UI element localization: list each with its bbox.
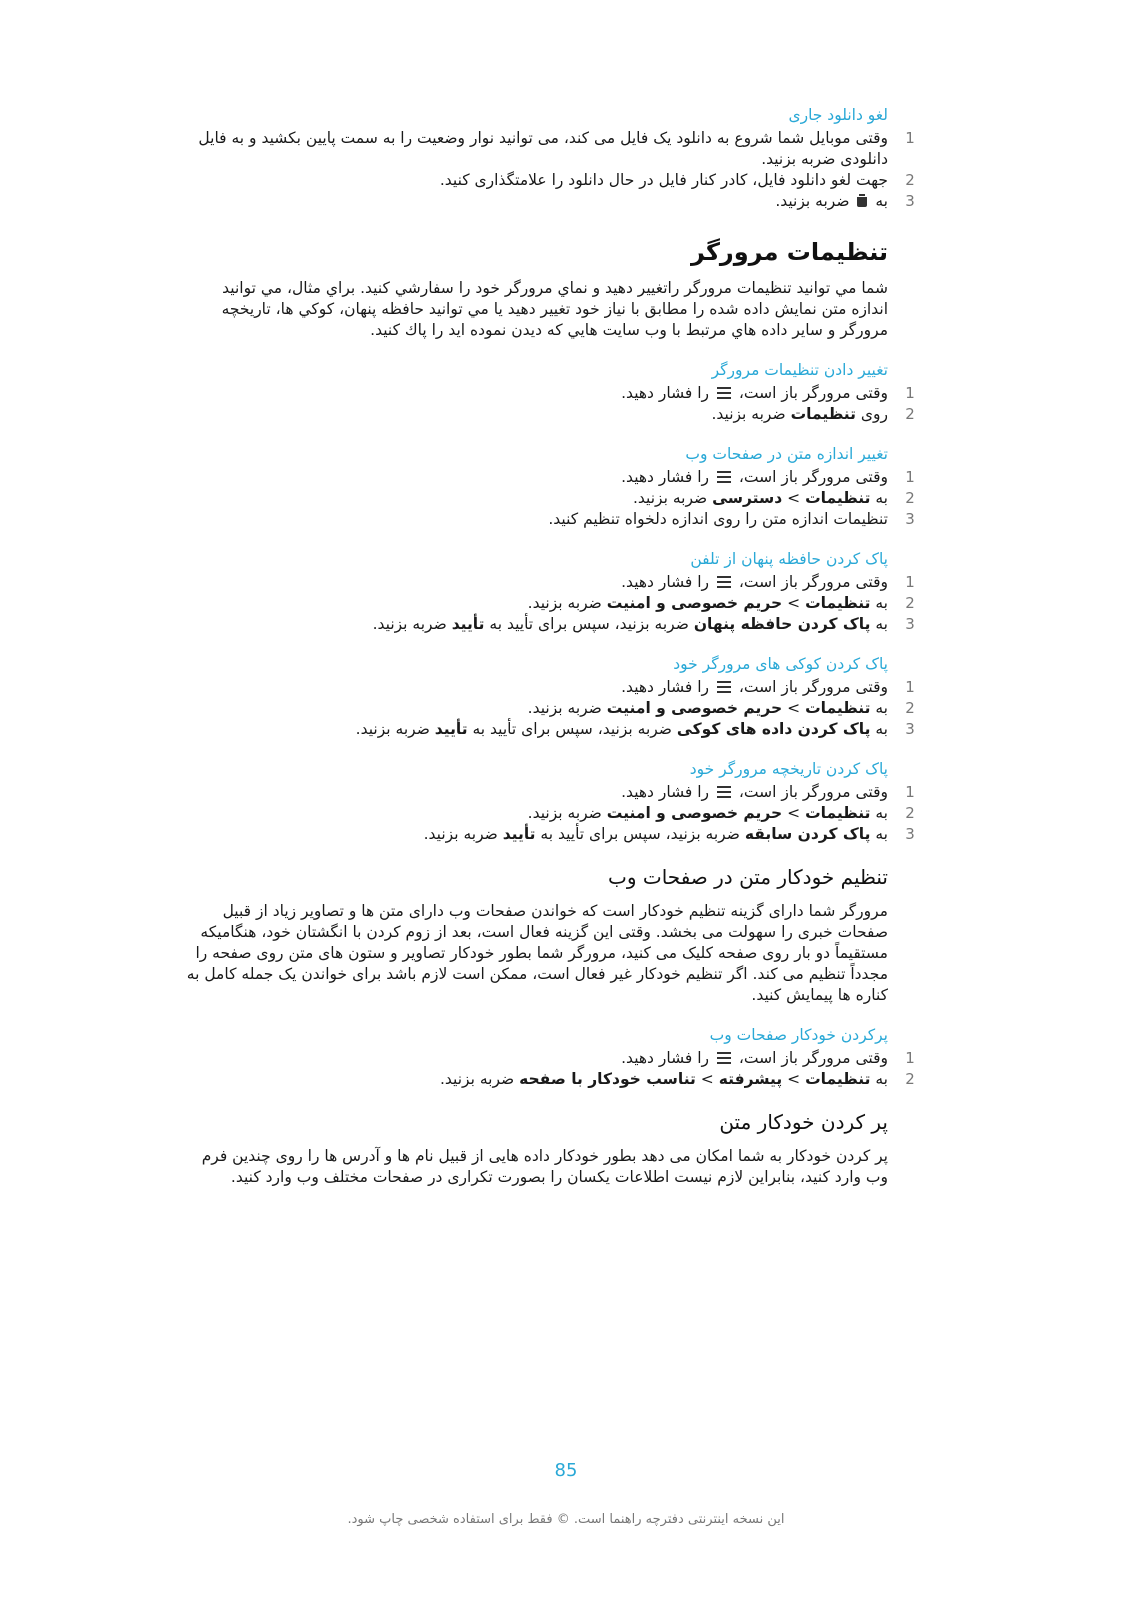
step-number: 1 <box>905 573 915 591</box>
separator: > <box>787 804 801 822</box>
step-text: را فشار دهید. <box>621 573 710 591</box>
list-item <box>186 572 915 593</box>
section-text-size <box>186 443 915 530</box>
step-text: وقتی مرورگر باز است، <box>738 384 888 402</box>
clear-cache-heading: پاک کردن حافظه پنهان از تلفن <box>690 550 888 568</box>
list-item <box>186 467 915 488</box>
menu-icon <box>717 471 731 483</box>
step-text: را فشار دهید. <box>621 1049 710 1067</box>
menu-icon <box>717 1052 731 1064</box>
footer-note: این نسخه اینترنتی دفترچه راهنما است. © فقط برای استفاده شخصی چاپ شود. <box>347 1512 785 1527</box>
menu-icon <box>717 681 731 693</box>
list-item <box>186 1048 915 1069</box>
step-number: 1 <box>905 1049 915 1067</box>
ui-term: تنظیمات <box>805 804 871 822</box>
step-text: وقتی موبایل شما شروع به دانلود یک فایل می کند، می توانید نوار وضعیت را به سمت پایین بکشید و به فایل دانلودی ضربه بزنید. <box>198 129 888 168</box>
list-item <box>186 488 915 509</box>
ui-term: تنظیمات <box>805 1070 871 1088</box>
step-text: را فشار دهید. <box>621 468 710 486</box>
auto-fit-intro: مرورگر شما دارای گزینه تنظیم خودکار است که خواندن صفحات وب دارای متن ها و تصاویر زیاد از قبیل صفحات خبری را سهولت می بخشد. وقتی این گزینه فعال است، بعد از زوم کردن با انگشتان خود، هنگامیکه مستقیماً دو بار روی صفحه کلیک می کنید، مرورگر شما بطور خودکار تصاویر و ستون های متن روی صفحه را مجدداً تنظیم می کند. اگر تنظیم خودکار غیر فعال است، ممکن است لازم باشد برای خواندن یک جمله کامل به کناره ها پیمایش کنید. <box>186 902 888 1004</box>
section-auto-fit-steps <box>186 1024 915 1090</box>
step-text: ضربه بزنید، سپس برای تأیید به <box>489 615 689 633</box>
step-text: وقتی مرورگر باز است، <box>738 783 888 801</box>
auto-fit-steps <box>186 1048 915 1090</box>
ui-term: تنظیمات <box>790 405 856 423</box>
ui-term: تأیید <box>451 615 485 633</box>
menu-icon <box>717 387 731 399</box>
step-text: ضربه بزنید. <box>632 489 708 507</box>
list-item <box>186 128 915 170</box>
section-clear-cookies <box>186 653 915 740</box>
step-text: ضربه بزنید. <box>711 405 786 423</box>
step-text: به <box>875 192 888 210</box>
step-text: به <box>875 699 888 717</box>
step-text: ضربه بزنید. <box>527 594 602 612</box>
list-item <box>186 170 915 191</box>
separator: > <box>700 1070 714 1088</box>
ui-term: تأیید <box>434 720 468 738</box>
separator: > <box>787 489 801 507</box>
step-text: وقتی مرورگر باز است، <box>738 573 888 591</box>
auto-fit-title: تنظیم خودکار متن در صفحات وب <box>608 865 888 889</box>
cancel-download-heading: لغو دانلود جاری <box>788 106 888 124</box>
list-item <box>186 1069 915 1090</box>
separator: > <box>787 699 801 717</box>
step-text: وقتی مرورگر باز است، <box>738 468 888 486</box>
step-text: ضربه بزنید. <box>372 615 447 633</box>
list-item <box>186 191 915 212</box>
clear-history-heading: پاک کردن تاریخچه مرورگر خود <box>689 760 888 778</box>
browser-settings-intro: شما مي توانيد تنظيمات مرورگر راتغيير دهيد و نماي مرورگر خود را سفارشي كنيد. براي مثال، مي توانيد اندازه متن نمايش داده شده را مطابق با نياز خود تغيير دهيد يا مي توانيد حافظه پنهان، كوكي ها، تاريخچه مرورگر و ساير داده هاي مرتبط با وب سايت هايي كه ديدن نموده ايد را پاك كنيد. <box>221 279 888 339</box>
step-number: 1 <box>905 468 915 486</box>
step-number: 3 <box>905 825 915 843</box>
step-text: به <box>875 489 888 507</box>
browser-settings-title: تنظیمات مرورگر <box>691 238 888 266</box>
step-text: را فشار دهید. <box>621 678 710 696</box>
step-number: 1 <box>905 678 915 696</box>
step-text: به <box>875 615 888 633</box>
ui-term: پیشرفته <box>718 1070 783 1088</box>
step-number: 2 <box>905 1070 915 1088</box>
change-settings-steps <box>186 383 915 425</box>
step-number: 2 <box>905 804 915 822</box>
clear-cookies-steps <box>186 677 915 740</box>
ui-term: تأیید <box>502 825 536 843</box>
step-text: روی <box>860 405 888 423</box>
step-text: جهت لغو دانلود فایل، کادر کنار فایل در حال دانلود را علامتگذاری کنید. <box>439 171 888 189</box>
autofill-title: پر کردن خودکار متن <box>719 1110 888 1134</box>
step-number: 2 <box>905 171 915 189</box>
step-text: به <box>875 804 888 822</box>
ui-term: حریم خصوصی و امنیت <box>606 594 783 612</box>
list-item <box>186 404 915 425</box>
page-content <box>186 104 918 1206</box>
section-clear-cache <box>186 548 915 635</box>
list-item <box>186 803 915 824</box>
step-text: ضربه بزنید، سپس برای تأیید به <box>472 720 672 738</box>
step-number: 1 <box>905 129 915 147</box>
ui-term: پاک کردن سابقه <box>744 825 871 843</box>
ui-term: پاک کردن داده های کوکی <box>676 720 871 738</box>
list-item <box>186 698 915 719</box>
ui-term: پاک کردن حافظه پنهان <box>693 615 871 633</box>
step-number: 2 <box>905 405 915 423</box>
ui-term: تنظیمات <box>805 489 871 507</box>
step-text: به <box>875 825 888 843</box>
step-text: را فشار دهید. <box>621 384 710 402</box>
ui-term: حریم خصوصی و امنیت <box>606 699 783 717</box>
step-text: ضربه بزنید. <box>423 825 498 843</box>
step-text: به <box>875 594 888 612</box>
text-size-steps <box>186 467 915 530</box>
step-number: 3 <box>905 510 915 528</box>
step-text: ضربه بزنید. <box>527 804 602 822</box>
step-number: 3 <box>905 720 915 738</box>
list-item <box>186 383 915 404</box>
menu-icon <box>717 576 731 588</box>
step-number: 2 <box>905 699 915 717</box>
step-text: وقتی مرورگر باز است، <box>738 678 888 696</box>
step-text: ضربه بزنید. <box>439 1070 515 1088</box>
list-item <box>186 782 915 803</box>
step-number: 2 <box>905 489 915 507</box>
page-number: 85 <box>554 1460 578 1481</box>
list-item <box>186 614 915 635</box>
step-text: به <box>875 720 888 738</box>
section-change-settings <box>186 359 915 425</box>
autofill-intro: پر کردن خودکار به شما امکان می دهد بطور خودکار داده هایی از قبیل نام ها و آدرس ها را روی چندین فرم وب وارد کنید، بنابراین لازم نیست اطلاعات یکسان را بصورت تکراری در صفحات مختلف وب وارد کنید. <box>201 1147 888 1186</box>
step-text: ضربه بزنید. <box>355 720 430 738</box>
separator: > <box>787 594 801 612</box>
clear-cache-steps <box>186 572 915 635</box>
list-item <box>186 677 915 698</box>
cancel-download-steps <box>186 128 915 212</box>
step-number: 3 <box>905 192 915 210</box>
step-number: 1 <box>905 783 915 801</box>
list-item <box>186 509 915 530</box>
step-number: 3 <box>905 615 915 633</box>
clear-history-steps <box>186 782 915 845</box>
auto-fit-steps-heading: پرکردن خودکار صفحات وب <box>709 1026 888 1044</box>
section-clear-history <box>186 758 915 845</box>
ui-term: تنظیمات <box>805 699 871 717</box>
separator: > <box>787 1070 801 1088</box>
step-number: 2 <box>905 594 915 612</box>
section-cancel-download <box>186 104 915 212</box>
menu-icon <box>717 786 731 798</box>
change-settings-heading: تغییر دادن تنظیمات مرورگر <box>711 361 888 379</box>
ui-term: دسترسی <box>712 489 783 507</box>
list-item <box>186 719 915 740</box>
list-item <box>186 824 915 845</box>
clear-cookies-heading: پاک کردن کوکی های مرورگر خود <box>673 655 888 673</box>
step-text: ضربه بزنید، سپس برای تأیید به <box>540 825 740 843</box>
ui-term: حریم خصوصی و امنیت <box>606 804 783 822</box>
step-text: ضربه بزنید. <box>775 192 850 210</box>
text-size-heading: تغییر اندازه متن در صفحات وب <box>685 445 888 463</box>
trash-icon <box>857 194 867 207</box>
step-text: را فشار دهید. <box>621 783 710 801</box>
ui-term: تناسب خودکار با صفحه <box>519 1070 696 1088</box>
list-item <box>186 593 915 614</box>
step-text: وقتی مرورگر باز است، <box>738 1049 888 1067</box>
step-text: به <box>875 1070 888 1088</box>
step-text: ضربه بزنید. <box>527 699 602 717</box>
step-number: 1 <box>905 384 915 402</box>
ui-term: تنظیمات <box>805 594 871 612</box>
step-text: تنظیمات اندازه متن را روی اندازه دلخواه تنظیم کنید. <box>548 510 888 528</box>
